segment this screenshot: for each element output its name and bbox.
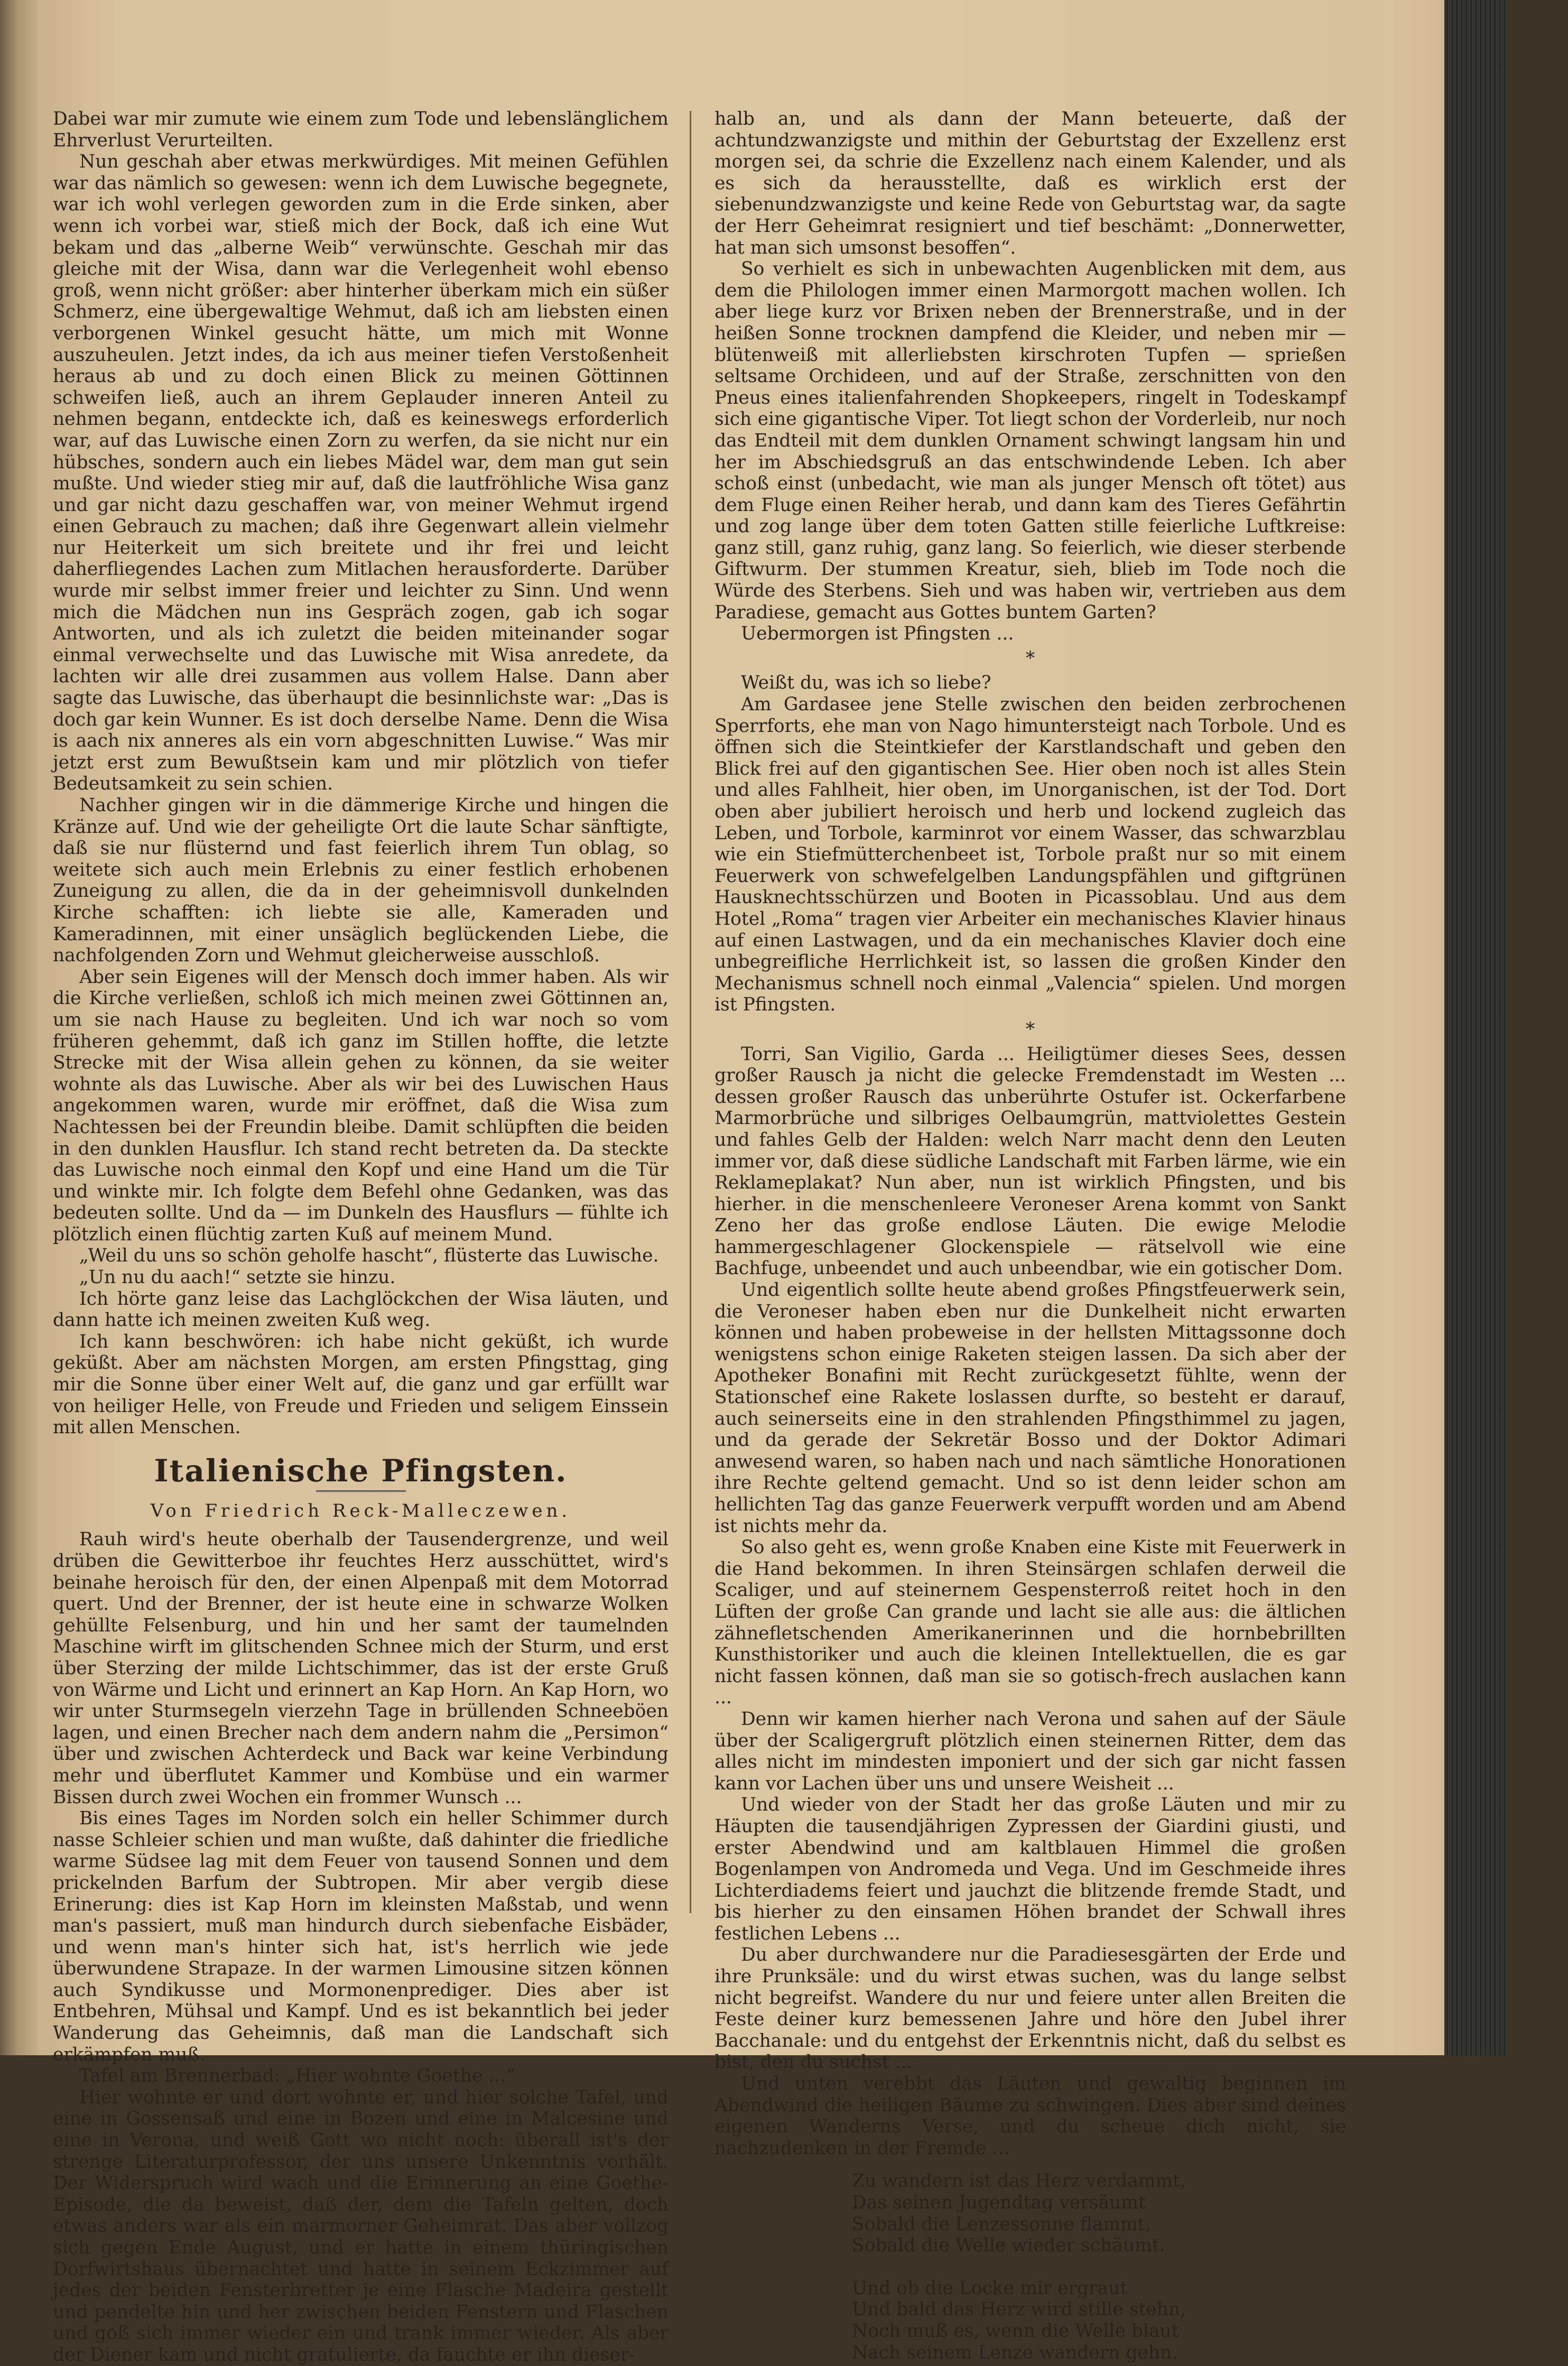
right-column xyxy=(715,108,1346,2363)
poem-line: Sobald die Welle wieder schäumt. xyxy=(852,2235,1165,2257)
paragraph: Aber sein Eigenes will der Mensch doch immer haben. Als wir die Kirche verließen, schloß ich mich meinen zwei Göttinnen an, um sie nach Hause zu begleiten. Und ich war noch so vom früheren gehemmt, daß ich ganz im Stillen hoffte, die letzte Strecke mit der Wisa allein gehen zu können, da sie weiter wohnte als das Luwische. Aber als wir bei des Luwischen Haus angekommen waren, wurde mir eröffnet, daß die Wisa zum Nachtessen bei der Freundin bleibe. Damit schlüpften die beiden in den dunklen Hausflur. Ich stand recht betreten da. Da steckte das Luwische noch einmal den Kopf und eine Hand um die Tür und winkte mir. Ich folgte dem Befehl ohne Gedanken, was das bedeuten sollte. Und da — im Dunkeln des Hausflurs — fühlte ich plötzlich einen flüchtig zarten Kuß auf meinem Mund. xyxy=(53,966,669,1245)
poem-line: Zu wandern ist das Herz verdammt, xyxy=(852,2170,1186,2192)
paragraph: Ich kann beschwören: ich habe nicht geküßt, ich wurde geküßt. Aber am nächsten Morgen, am ersten Pfingsttag, ging mir die Sonne über einer Welt auf, die ganz und gar erfüllt war von heiliger Helle, von Freude und Frieden und seligem Einssein mit allen Menschen. xyxy=(53,1331,669,1439)
article-paragraph: Rauh wird's heute oberhalb der Tausendergrenze, und weil drüben die Gewitterboe ihr feuchtes Herz ausschüttet, wird's beinahe heroisch für den, der einen Alpenpaß mit dem Motorrad quert. Und der Brenner, der ist heute eine in schwarze Wolken gehüllte Felsenburg, und hin und her samt der taumelnden Maschine wirft im glitschenden Schnee mich der Sturm, und erst über Sterzing der milde Lichtschimmer, das ist der erste Gruß von Wärme und Licht und erinnert an Kap Horn. An Kap Horn, wo wir unter Sturmsegeln vierzehn Tage in brüllenden Schneeböen lagen, und einen Brecher nach dem andern nahm die „Persimon“ über und zwischen Achterdeck und Back war keine Verbindung mehr und überflutet Kammer und Kombüse und ein warmer Bissen durch zwei Wochen ein frommer Wunsch ... xyxy=(53,1529,669,1808)
stanza-gap xyxy=(852,2257,1346,2278)
paragraph: Du aber durchwandere nur die Paradiesesgärten der Erde und ihre Prunksäle: und du wirst etwas suchen, was du lange selbst nicht begreifst. Wandere du nur und feiere unter allen Breiten die Feste deiner kurz bemessenen Jahre und höre den Jubel ihrer Bacchanale: und du entgehst der Erkenntnis nicht, daß du selbst es bist, den du suchst ... xyxy=(715,1944,1346,2073)
paragraph: Torri, San Vigilio, Garda ... Heiligtümer dieses Sees, dessen großer Rausch ja nicht die gelecke Fremdenstadt im Westen ... dessen großer Rausch das unberührte Ostufer ist. Ockerfarbene Marmorbrüche und silbriges Oelbaumgrün, mattviolettes Gestein und fahles Gelb der Halden: welch Narr macht denn den Leuten immer vor, daß diese südliche Landschaft mit Farben lärme, wie ein Reklameplakat? Nun aber, nun ist wirklich Pfingsten, und bis hierher. in die menschenleere Veroneser Arena kommt von Sankt Zeno her das große endlose Läuten. Die ewige Melodie hammergeschlagener Glockenspiele — rätselvoll wie eine Bachfuge, unbeendet und auch unbeendbar, wie ein gotischer Dom. xyxy=(715,1043,1346,1279)
article-paragraph: Tafel am Brennerbad: „Hier wohnte Goethe ...“ xyxy=(79,2065,515,2087)
paragraph: So also geht es, wenn große Knaben eine Kiste mit Feuerwerk in die Hand bekommen. In ihren Steinsärgen schlafen derweil die Scaliger, und auf steinernem Gespensterroß reitet hoch in den Lüften der große Can grande und lacht sie alle aus: die ältlichen zähnefletschenden Amerikanerinnen und die hornbebrillten Kunsthistoriker und auch die kleinen Intellektuellen, die es gar nicht fassen können, daß man sie so gotisch-frech auslachen kann ... xyxy=(715,1537,1346,1709)
poem-line: Nach seinem Lenze wandern gehn. xyxy=(852,2342,1178,2363)
paragraph: Ich hörte ganz leise das Lachglöckchen der Wisa läuten, und dann hatte ich meinen zweiten Kuß weg. xyxy=(53,1288,669,1331)
paragraph: Und wieder von der Stadt her das große Läuten und mir zu Häupten die tausendjährigen Zypressen der Giardini giusti, und erster Abendwind und am kaltblauen Himmel die großen Bogenlampen von Andromeda und Vega. Und im Geschmeide ihres Lichterdiadems feiert und jauchzt die blitzende fremde Stadt, und bis hierher zu den einsamen Höhen brandet der Schwall ihres festlichen Lebens ... xyxy=(715,1794,1346,1944)
title-rule xyxy=(316,1490,406,1492)
section-separator: * xyxy=(1025,647,1035,669)
poem-line: Und ob die Locke mir ergraut xyxy=(852,2277,1128,2299)
column-divider xyxy=(690,111,691,1913)
poem-line: Das seinen Jugendtag versäumt xyxy=(852,2192,1146,2213)
poem-line: Und bald das Herz wird stille stehn, xyxy=(852,2299,1186,2321)
poem xyxy=(852,2170,1346,2363)
paragraph: halb an, und als dann der Mann beteuerte, daß der achtundzwanzigste und mithin der Geburtstag der Exzellenz erst morgen sei, da schrie die Exzellenz nach einem Kalender, und als es sich da herausstellte, daß es wirklich erst der siebenundzwanzigste und keine Rede von Geburtstag war, da sagte der Herr Geheimrat resigniert und tief beschämt: „Donnerwetter, hat man sich umsonst besoffen“. xyxy=(715,108,1346,258)
paragraph: „Weil du uns so schön geholfe hascht“, flüsterte das Luwische. xyxy=(79,1245,659,1267)
paragraph: Uebermorgen ist Pfingsten ... xyxy=(741,623,1014,645)
left-column xyxy=(53,108,669,2365)
newspaper-page xyxy=(37,0,1506,2365)
book-page-edge xyxy=(1444,0,1506,2055)
paragraph: Und unten verebbt das Läuten und gewaltig beginnen im Abendwind die heiligen Bäume zu schwingen. Dies aber sind deines eigenen Wanderns Verse, und du scheue dich nicht, sie nachzudenken in der Fremde ... xyxy=(715,2073,1346,2159)
article-paragraph: Hier wohnte er und dort wohnte er, und hier solche Tafel, und eine in Gossensaß und eine in Bozen und eine in Malcesine und eine in Verona, und weiß Gott wo nicht noch: überall ist's der strenge Literaturprofessor, der uns unsere Unkenntnis vorhält. Der Widerspruch wird wach und die Erinnerung an eine Goethe-Episode, die da beweist, daß der, dem die Tafeln gelten, doch etwas anders war als ein marmorner Geheimrat. Das aber vollzog sich gegen Ende August, und er hatte in einem thüringischen Dorfwirtshaus übernachtet und hatte in seinem Eckzimmer auf jedes der beiden Fensterbretter je eine Flasche Madeira gestellt und pendelte hin und her zwischen beiden Fenstern und Flaschen und goß sich immer wieder ein und trank immer wieder. Als aber der Diener kam und nicht gratulierte, da fauchte er ihn dieser- xyxy=(53,2086,669,2365)
paragraph: Und eigentlich sollte heute abend großes Pfingstfeuerwerk sein, die Veroneser haben eben nur die Dunkelheit nicht erwarten können und haben probeweise in der hellsten Mittagssonne doch wenigstens schon einige Raketen steigen lassen. Da sich aber der Apotheker Bonafini mit Recht zurückgesetzt fühlte, wenn der Stationschef eine Rakete loslassen durfte, so besteht er darauf, auch seinerseits eine in den strahlenden Pfingsthimmel zu jagen, und da gerade der Sekretär Bosso und der Doktor Adimari anwesend waren, so haben nach und nach sämtliche Honorationen ihre Rechte geltend gemacht. Und so ist denn leider schon am hellichten Tag das ganze Feuerwerk verpufft worden und am Abend ist nichts mehr da. xyxy=(715,1279,1346,1537)
paragraph: Nachher gingen wir in die dämmerige Kirche und hingen die Kränze auf. Und wie der geheiligte Ort die laute Schar sänftigte, daß sie nur flüsternd und fast feierlich ihrem Tun oblag, so weitete sich auch mein Erlebnis zu einer festlich erhobenen Zuneigung zu allen, die da in der geheimnisvoll dunkelnden Kirche schafften: ich liebte sie alle, Kameraden und Kameradinnen, mit einer unsäglich beglückenden Liebe, die nachfolgenden Zorn und Wehmut gleicherweise ausschloß. xyxy=(53,795,669,967)
paragraph: Denn wir kamen hierher nach Verona und sahen auf der Säule über der Scaligergruft plötzlich einen steinernen Ritter, dem das alles nicht im mindesten imponiert und der sich gar nicht fassen kann vor Lachen über uns und unsere Weisheit ... xyxy=(715,1708,1346,1794)
poem-line: Sobald die Lenzessonne flammt, xyxy=(852,2213,1151,2235)
paragraph: So verhielt es sich in unbewachten Augenblicken mit dem, aus dem die Philologen immer einen Marmorgott machen wollen. Ich aber liege kurz vor Brixen neben der Brennerstraße, und in der heißen Sonne trocknen dampfend die Kleider, und neben mir — blütenweiß mit allerliebsten kirschroten Tupfen — sprießen seltsame Orchideen, und auf der Straße, zerschnitten von den Pneus eines italienfahrenden Shopkeepers, ringelt in Todeskampf sich eine gigantische Viper. Tot liegt schon der Vorderleib, nur noch das Endteil mit dem dunklen Ornament schwingt langsam hin und her im Abschiedsgruß an das entschwindende Leben. Ich aber schoß einst (unbedacht, wie man als junger Mensch oft tötet) aus dem Fluge einen Reiher herab, und dann kam des Tieres Gefährtin und zog lange über dem toten Gatten stille feierliche Luftkreise: ganz still, ganz ruhig, ganz lang. So feierlich, wie dieser sterbende Giftwurm. Der stummen Kreatur, sieh, blieb im Tode noch die Würde des Sterbens. Sieh und was haben wir, vertrieben aus dem Paradiese, gemacht aus Gottes buntem Garten? xyxy=(715,258,1346,623)
article-paragraph: Bis eines Tages im Norden solch ein heller Schimmer durch nasse Schleier schien und man wußte, daß dahinter die friedliche warme Südsee lag mit dem Feuer von tausend Sonnen und dem prickelnden Barfum der Subtropen. Mir aber vergib diese Erinerung: dies ist Kap Horn im kleinsten Maßstab, und wenn man's passiert, muß man hindurch durch siebenfache Eisbäder, und wenn man's hinter sich hat, ist's herrlich wie jede überwundene Strapaze. In der warmen Limousine sitzen können auch Syndikusse und Mormonenprediger. Dies aber ist Entbehren, Mühsal und Kampf. Und es ist bekanntlich bei jeder Wanderung das Geheimnis, daß man die Landschaft sich erkämpfen muß. xyxy=(53,1808,669,2065)
poem-line: Noch muß es, wenn die Welle blaut xyxy=(852,2320,1179,2342)
article-title: Italienische Pfingsten. xyxy=(154,1452,568,1489)
paragraph: „Un nu du aach!“ setzte sie hinzu. xyxy=(79,1267,396,1288)
article-byline: Von Friedrich Reck-Malleczewen. xyxy=(150,1500,571,1521)
paragraph: Nun geschah aber etwas merkwürdiges. Mit meinen Gefühlen war das nämlich so gewesen: wenn ich dem Luwische begegnete, war ich wohl verlegen geworden zum in die Erde sinken, aber wenn ich vorbei war, stieß mich der Bock, daß ich eine Wut bekam und das „alberne Weib“ verwünschte. Geschah mir das gleiche mit der Wisa, dann war die Verlegenheit wohl ebenso groß, wenn nicht größer: aber hinterher überkam mich ein süßer Schmerz, eine übergewaltige Wehmut, daß ich am liebsten einen verborgenen Winkel gesucht hätte, um mich mit Wonne auszuheulen. Jetzt indes, da ich aus meiner tiefen Verstoßenheit heraus ab und zu doch einen Blick zu meinen Göttinnen schweifen ließ, auch an ihrem Geplauder inneren Anteil zu nehmen begann, entdeckte ich, daß es keineswegs erforderlich war, auf das Luwische einen Zorn zu werfen, da sie nicht nur ein hübsches, sondern auch ein liebes Mädel war, dem man gut sein mußte. Und wieder stieg mir auf, daß die lautfröhliche Wisa ganz und gar nicht dazu geschaffen war, von meiner Wehmut irgend einen Gebrauch zu machen; daß ihre Gegenwart allein vielmehr nur Heiterkeit um sich breitete und ihr frei und leicht daherfliegendes Lachen zum Mitlachen herausforderte. Darüber wurde mir selbst immer freier und leichter zu Sinn. Und wenn mich die Mädchen nun ins Gespräch zogen, gab ich sogar Antworten, und als ich zuletzt die beiden miteinander sogar einmal verwechselte und das Luwische mit Wisa anredete, da lachten wir alle drei zusammen aus vollem Halse. Dann aber sagte das Luwische, das überhaupt die besinnlichste war: „Das is doch gar kein Wunner. Es ist doch derselbe Name. Denn die Wisa is aach nix anneres als ein vorn abgeschnitten Luwise.“ Was mir jetzt erst zum Bewußtsein kam und mir plötzlich von tiefer Bedeutsamkeit zu sein schien. xyxy=(53,151,669,795)
section-separator: * xyxy=(1025,1018,1035,1040)
paragraph: Dabei war mir zumute wie einem zum Tode und lebenslänglichem Ehrverlust Verurteilten. xyxy=(53,108,669,151)
previous-page-strip xyxy=(0,0,37,2055)
paragraph: Weißt du, was ich so liebe? xyxy=(741,672,991,694)
paragraph: Am Gardasee jene Stelle zwischen den beiden zerbrochenen Sperrforts, ehe man von Nago himuntersteigt nach Torbole. Und es öffnen sich die Steintkiefer der Karstlandschaft und geben den Blick frei auf den gigantischen See. Hier oben noch ist alles Stein und alles Fahlheit, hier oben, im Unorganischen, ist der Tod. Dort oben aber jubiliert heroisch und herb und lockend zugleich das Leben, und Torbole, karminrot vor einem Wasser, das schwarzblau wie ein Stiefmütterchenbeet ist, Torbole praßt nur so mit einem Feuerwerk von schwefelgelben Landungspfählen und giftgrünen Hausknechtsschürzen und Booten in Picassoblau. Und aus dem Hotel „Roma“ tragen vier Arbeiter ein mechanisches Klavier hinaus auf einen Lastwagen, und da ein mechanisches Klavier doch eine unbegreifliche Herrlichkeit ist, so lassen die großen Kinder den Mechanismus schnell noch einmal „Valencia“ spielen. Und morgen ist Pfingsten. xyxy=(715,694,1346,1016)
